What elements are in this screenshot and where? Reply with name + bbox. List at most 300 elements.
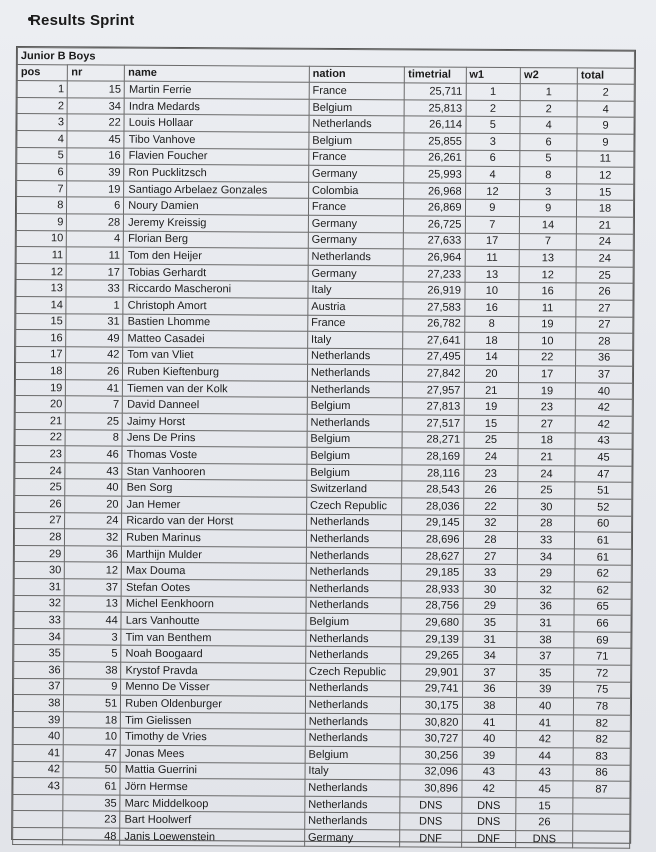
cell-nation: France (308, 199, 404, 216)
cell-total: 28 (576, 333, 633, 350)
cell-nation: Italy (308, 331, 404, 348)
cell-total: 82 (573, 731, 630, 748)
cell-nr: 47 (64, 745, 121, 762)
cell-name: Jens De Prins (122, 430, 307, 448)
cell-w2: 29 (517, 565, 574, 582)
cell-name: Jaimy Horst (122, 413, 307, 431)
cell-w1: DNF (461, 830, 516, 847)
cell-nr: 23 (63, 811, 120, 828)
cell-pos (13, 811, 64, 828)
cell-nation: Belgium (307, 398, 403, 415)
cell-w1: 8 (464, 316, 519, 333)
cell-w2: 4 (520, 117, 577, 134)
page-title: Results Sprint (30, 12, 135, 29)
cell-nation: Netherlands (307, 414, 403, 431)
cell-total: 12 (577, 167, 634, 184)
cell-w2: 6 (520, 134, 577, 151)
cell-name: Flavien Foucher (124, 148, 309, 166)
cell-pos: 23 (15, 446, 66, 463)
cell-total: 62 (574, 582, 631, 599)
cell-pos: 36 (14, 661, 65, 678)
cell-pos: 38 (13, 695, 64, 712)
cell-timetrial: 29,139 (401, 631, 462, 648)
cell-total: 2 (577, 84, 634, 101)
cell-pos: 20 (15, 396, 66, 413)
cell-pos: 4 (17, 130, 68, 147)
cell-name: Jan Hemer (122, 496, 307, 514)
cell-w2: 33 (518, 532, 575, 549)
cell-nation: Netherlands (306, 531, 402, 548)
cell-total: 51 (575, 482, 632, 499)
cell-w1: 12 (465, 183, 520, 200)
cell-pos: 27 (15, 512, 66, 529)
cell-timetrial: 28,169 (402, 448, 463, 465)
cell-w1: 38 (462, 697, 517, 714)
cell-nation: Netherlands (306, 514, 402, 531)
cell-timetrial: 29,901 (401, 664, 462, 681)
cell-timetrial: 28,933 (401, 581, 462, 598)
cell-w2: 30 (518, 499, 575, 516)
cell-nr: 37 (65, 579, 122, 596)
cell-nation: Belgium (309, 132, 405, 149)
cell-nr: 26 (66, 363, 123, 380)
cell-w2: 28 (518, 515, 575, 532)
cell-w2: 22 (519, 349, 576, 366)
cell-pos: 26 (15, 496, 66, 513)
cell-pos: 9 (16, 213, 67, 230)
cell-w2: 5 (520, 150, 577, 167)
cell-timetrial: 29,185 (402, 564, 463, 581)
results-body (13, 81, 635, 848)
cell-nation: Switzerland (307, 481, 403, 498)
cell-total: 87 (573, 781, 630, 798)
cell-pos (13, 794, 64, 811)
header-nr: nr (68, 64, 125, 81)
cell-pos: 33 (14, 612, 65, 629)
cell-nr: 28 (67, 214, 124, 231)
cell-name: Tom den Heijer (123, 247, 308, 265)
cell-timetrial: 27,233 (403, 266, 464, 283)
cell-w1: 40 (462, 731, 517, 748)
cell-name: Louis Hollaar (124, 115, 309, 133)
cell-pos: 16 (16, 330, 67, 347)
cell-nation: Netherlands (306, 647, 402, 664)
cell-w1: 16 (464, 299, 519, 316)
cell-w2: 7 (519, 233, 576, 250)
cell-name: Stefan Ootes (121, 579, 306, 597)
cell-pos: 1 (17, 81, 68, 98)
cell-nr: 43 (65, 463, 122, 480)
cell-w1: 4 (465, 166, 520, 183)
cell-pos (13, 827, 64, 844)
cell-w1: 17 (465, 233, 520, 250)
cell-nation: Netherlands (305, 713, 401, 730)
cell-nr: 38 (64, 662, 121, 679)
cell-pos: 31 (14, 578, 65, 595)
cell-timetrial: 30,175 (401, 697, 462, 714)
cell-nation: Austria (308, 298, 404, 315)
cell-timetrial: 28,036 (402, 498, 463, 515)
cell-nr: 19 (67, 181, 124, 198)
cell-nr: 39 (67, 164, 124, 181)
cell-timetrial: 27,517 (402, 415, 463, 432)
cell-total: 82 (573, 715, 630, 732)
cell-w1: 2 (466, 100, 521, 117)
cell-nation: Belgium (307, 431, 403, 448)
cell-w1: DNS (461, 814, 516, 831)
cell-timetrial: 30,896 (400, 780, 461, 797)
cell-total: 26 (576, 283, 633, 300)
cell-pos: 19 (15, 379, 66, 396)
cell-pos: 13 (16, 280, 67, 297)
cell-timetrial: 28,271 (402, 432, 463, 449)
cell-nation: Netherlands (305, 730, 401, 747)
cell-total: 24 (576, 250, 633, 267)
cell-timetrial: 30,820 (401, 714, 462, 731)
cell-timetrial: 27,842 (403, 365, 464, 382)
cell-total: 75 (574, 681, 631, 698)
cell-nr: 20 (65, 496, 122, 513)
cell-nation: Italy (305, 763, 401, 780)
cell-w1: 3 (465, 133, 520, 150)
cell-w1: 29 (463, 598, 518, 615)
cell-nation: Netherlands (305, 680, 401, 697)
cell-w2: 21 (518, 449, 575, 466)
cell-total: 27 (576, 300, 633, 317)
cell-nr: 17 (66, 264, 123, 281)
cell-nr: 9 (64, 678, 121, 695)
cell-nr: 46 (65, 446, 122, 463)
cell-timetrial: 29,741 (401, 680, 462, 697)
cell-nr: 61 (63, 778, 120, 795)
cell-w1: 11 (465, 249, 520, 266)
header-nation: nation (309, 66, 405, 83)
cell-total (573, 831, 630, 848)
cell-w1: 7 (465, 216, 520, 233)
cell-nation: Netherlands (306, 580, 402, 597)
cell-total: 45 (575, 449, 632, 466)
cell-timetrial: 27,583 (403, 299, 464, 316)
cell-name: Ben Sorg (122, 480, 307, 498)
cell-w2: 37 (517, 648, 574, 665)
cell-timetrial: 25,813 (404, 100, 465, 117)
cell-timetrial: 27,813 (403, 398, 464, 415)
cell-nation: Germany (309, 165, 405, 182)
cell-total: 83 (573, 748, 630, 765)
cell-name: Menno De Visser (121, 679, 306, 697)
cell-pos: 35 (14, 645, 65, 662)
cell-nr: 40 (65, 479, 122, 496)
cell-name: David Danneel (123, 397, 308, 415)
cell-total: 65 (574, 599, 631, 616)
cell-w1: 35 (462, 614, 517, 631)
cell-nation: Netherlands (307, 365, 403, 382)
cell-total: 37 (576, 366, 633, 383)
cell-total: 25 (576, 267, 633, 284)
cell-nation: Germany (308, 265, 404, 282)
cell-name: Christoph Amort (123, 297, 308, 315)
cell-w2: 17 (519, 366, 576, 383)
cell-total: 78 (574, 698, 631, 715)
cell-w1: 10 (464, 283, 519, 300)
cell-name: Marthijn Mulder (122, 546, 307, 564)
cell-nation: Germany (308, 232, 404, 249)
cell-timetrial: DNF (400, 830, 461, 847)
cell-name: Jeremy Kreissig (124, 214, 309, 232)
cell-nation: Netherlands (306, 564, 402, 581)
cell-w1: 22 (463, 498, 518, 515)
cell-total: 43 (575, 433, 632, 450)
cell-name: Santiago Arbelaez Gonzales (124, 181, 309, 199)
cell-name: Krystof Pravda (121, 662, 306, 680)
cell-nr: 35 (63, 795, 120, 812)
cell-timetrial: 29,265 (401, 647, 462, 664)
cell-w2: 14 (520, 217, 577, 234)
cell-nr: 36 (65, 546, 122, 563)
cell-w1: 31 (462, 631, 517, 648)
cell-name: Tibo Vanhove (124, 131, 309, 149)
cell-w2: 34 (518, 548, 575, 565)
cell-nation: France (309, 82, 405, 99)
cell-w2: 45 (516, 781, 573, 798)
cell-total: 40 (575, 383, 632, 400)
cell-total: 72 (574, 665, 631, 682)
cell-w2: 38 (517, 631, 574, 648)
cell-w2: 43 (516, 764, 573, 781)
cell-w2: 42 (516, 731, 573, 748)
cell-total: 66 (574, 615, 631, 632)
cell-name: Ricardo van der Horst (122, 513, 307, 531)
cell-w2: 2 (520, 100, 577, 117)
cell-w1: 34 (462, 648, 517, 665)
cell-w2: 41 (517, 714, 574, 731)
header-pos: pos (17, 64, 68, 81)
cell-nr: 7 (66, 396, 123, 413)
cell-nation: Netherlands (306, 547, 402, 564)
cell-timetrial: 32,096 (400, 763, 461, 780)
cell-nr: 8 (65, 429, 122, 446)
cell-nation: Colombia (308, 182, 404, 199)
cell-name: Mattia Guerrini (120, 762, 305, 780)
cell-nation: Czech Republic (306, 497, 402, 514)
category-label: Junior B Boys (17, 48, 634, 68)
header-w1: w1 (466, 67, 521, 84)
cell-total: 11 (577, 150, 634, 167)
cell-nation: Netherlands (306, 597, 402, 614)
cell-w2: 16 (519, 283, 576, 300)
cell-nr: 34 (68, 98, 125, 115)
cell-pos: 5 (17, 147, 68, 164)
cell-name: Indra Medards (124, 98, 309, 116)
cell-total (573, 798, 630, 815)
cell-w1: 28 (463, 531, 518, 548)
cell-w2: 19 (519, 316, 576, 333)
cell-total: 52 (575, 499, 632, 516)
cell-total: 18 (577, 200, 634, 217)
cell-pos: 11 (16, 247, 67, 264)
cell-nr: 22 (67, 114, 124, 131)
cell-pos: 7 (17, 180, 68, 197)
cell-timetrial: 26,869 (404, 199, 465, 216)
cell-nr: 45 (67, 131, 124, 148)
cell-name: Janis Loewenstein (120, 828, 305, 846)
cell-w2: 36 (517, 598, 574, 615)
cell-w1: 18 (464, 332, 519, 349)
cell-pos: 42 (13, 761, 64, 778)
cell-pos: 14 (16, 296, 67, 313)
header-w2: w2 (520, 67, 577, 84)
cell-w2: 40 (517, 698, 574, 715)
cell-pos: 40 (13, 728, 64, 745)
cell-nr: 33 (66, 280, 123, 297)
cell-timetrial: 26,964 (404, 249, 465, 266)
cell-timetrial: 26,725 (404, 216, 465, 233)
cell-name: Tobias Gerhardt (123, 264, 308, 282)
cell-pos: 24 (15, 462, 66, 479)
cell-w1: 6 (465, 150, 520, 167)
cell-nr: 15 (68, 81, 125, 98)
cell-w1: 14 (464, 349, 519, 366)
cell-nr: 18 (64, 712, 121, 729)
cell-w1: 13 (465, 266, 520, 283)
cell-timetrial: DNS (400, 813, 461, 830)
cell-name: Bastien Lhomme (123, 314, 308, 332)
results-table-frame (11, 46, 636, 844)
cell-total (573, 814, 630, 831)
cell-name: Noury Damien (124, 198, 309, 216)
cell-nr: 48 (63, 828, 120, 845)
cell-pos: 22 (15, 429, 66, 446)
cell-timetrial: 26,114 (404, 116, 465, 133)
cell-w1: 33 (463, 565, 518, 582)
header-name: name (125, 65, 310, 83)
cell-nr: 1 (66, 297, 123, 314)
cell-name: Thomas Voste (122, 446, 307, 464)
cell-nr: 42 (66, 346, 123, 363)
cell-name: Ruben Oldenburger (121, 695, 306, 713)
cell-w1: 1 (466, 83, 521, 100)
cell-pos: 8 (16, 197, 67, 214)
cell-w2: DNS (516, 830, 573, 847)
cell-nation: Netherlands (305, 696, 401, 713)
cell-nation: Netherlands (309, 116, 405, 133)
cell-pos: 6 (17, 164, 68, 181)
cell-nr: 16 (67, 147, 124, 164)
cell-nr: 49 (66, 330, 123, 347)
cell-w2: 1 (520, 84, 577, 101)
cell-w2: 26 (516, 814, 573, 831)
cell-pos: 37 (14, 678, 65, 695)
cell-pos: 3 (17, 114, 68, 131)
cell-name: Martin Ferrie (124, 81, 309, 99)
cell-nation: Belgium (307, 448, 403, 465)
cell-nation: Netherlands (306, 630, 402, 647)
cell-pos: 10 (16, 230, 67, 247)
cell-timetrial: 26,782 (403, 315, 464, 332)
cell-pos: 34 (14, 628, 65, 645)
cell-name: Tim van Benthem (121, 629, 306, 647)
cell-w1: DNS (461, 797, 516, 814)
cell-nr: 13 (64, 595, 121, 612)
cell-name: Michel Eenkhoorn (121, 596, 306, 614)
cell-nation: Netherlands (308, 248, 404, 265)
cell-w1: 27 (463, 548, 518, 565)
cell-nation: Belgium (307, 464, 403, 481)
cell-total: 9 (577, 134, 634, 151)
cell-name: Tom van Vliet (123, 347, 308, 365)
cell-name: Florian Berg (124, 231, 309, 249)
cell-total: 71 (574, 648, 631, 665)
results-table (12, 47, 635, 848)
cell-pos: 15 (16, 313, 67, 330)
cell-w1: 19 (464, 399, 519, 416)
cell-timetrial: DNS (400, 797, 461, 814)
cell-nation: France (309, 149, 405, 166)
cell-nr: 5 (64, 645, 121, 662)
cell-w1: 41 (462, 714, 517, 731)
cell-total: 69 (574, 632, 631, 649)
cell-w1: 26 (463, 482, 518, 499)
cell-name: Ruben Kieftenburg (123, 363, 308, 381)
cell-timetrial: 28,543 (402, 481, 463, 498)
cell-timetrial: 25,711 (405, 83, 466, 100)
cell-timetrial: 26,968 (404, 183, 465, 200)
cell-timetrial: 27,641 (403, 332, 464, 349)
cell-total: 9 (577, 117, 634, 134)
cell-nr: 3 (64, 629, 121, 646)
cell-total: 24 (576, 233, 633, 250)
cell-pos: 30 (14, 562, 65, 579)
cell-name: Ruben Marinus (122, 529, 307, 547)
cell-pos: 28 (14, 529, 65, 546)
cell-w1: 15 (464, 415, 519, 432)
cell-nr: 6 (67, 197, 124, 214)
cell-timetrial: 26,261 (404, 149, 465, 166)
cell-name: Jonas Mees (120, 745, 305, 763)
cell-timetrial: 25,993 (404, 166, 465, 183)
cell-w2: 18 (518, 432, 575, 449)
cell-pos: 32 (14, 595, 65, 612)
cell-total: 61 (575, 532, 632, 549)
cell-name: Jörn Hermse (120, 778, 305, 796)
cell-timetrial: 27,495 (403, 349, 464, 366)
cell-w2: 9 (520, 200, 577, 217)
cell-nation: Netherlands (305, 796, 401, 813)
cell-name: Noah Boogaard (121, 646, 306, 664)
cell-w1: 20 (464, 366, 519, 383)
cell-w1: 30 (463, 581, 518, 598)
cell-name: Ron Pucklitzsch (124, 164, 309, 182)
cell-w1: 21 (464, 382, 519, 399)
cell-nation: Czech Republic (305, 663, 401, 680)
cell-pos: 25 (15, 479, 66, 496)
cell-nr: 12 (65, 562, 122, 579)
cell-w2: 10 (519, 333, 576, 350)
cell-w1: 43 (462, 764, 517, 781)
cell-timetrial: 28,756 (401, 597, 462, 614)
cell-w2: 13 (519, 250, 576, 267)
cell-w2: 24 (518, 465, 575, 482)
cell-name: Tiemen van der Kolk (123, 380, 308, 398)
cell-total: 42 (575, 399, 632, 416)
cell-nr: 25 (66, 413, 123, 430)
cell-w2: 27 (518, 416, 575, 433)
cell-pos: 12 (16, 263, 67, 280)
cell-w2: 19 (519, 382, 576, 399)
cell-nr: 31 (66, 313, 123, 330)
cell-name: Matteo Casadei (123, 330, 308, 348)
cell-timetrial: 26,919 (403, 282, 464, 299)
